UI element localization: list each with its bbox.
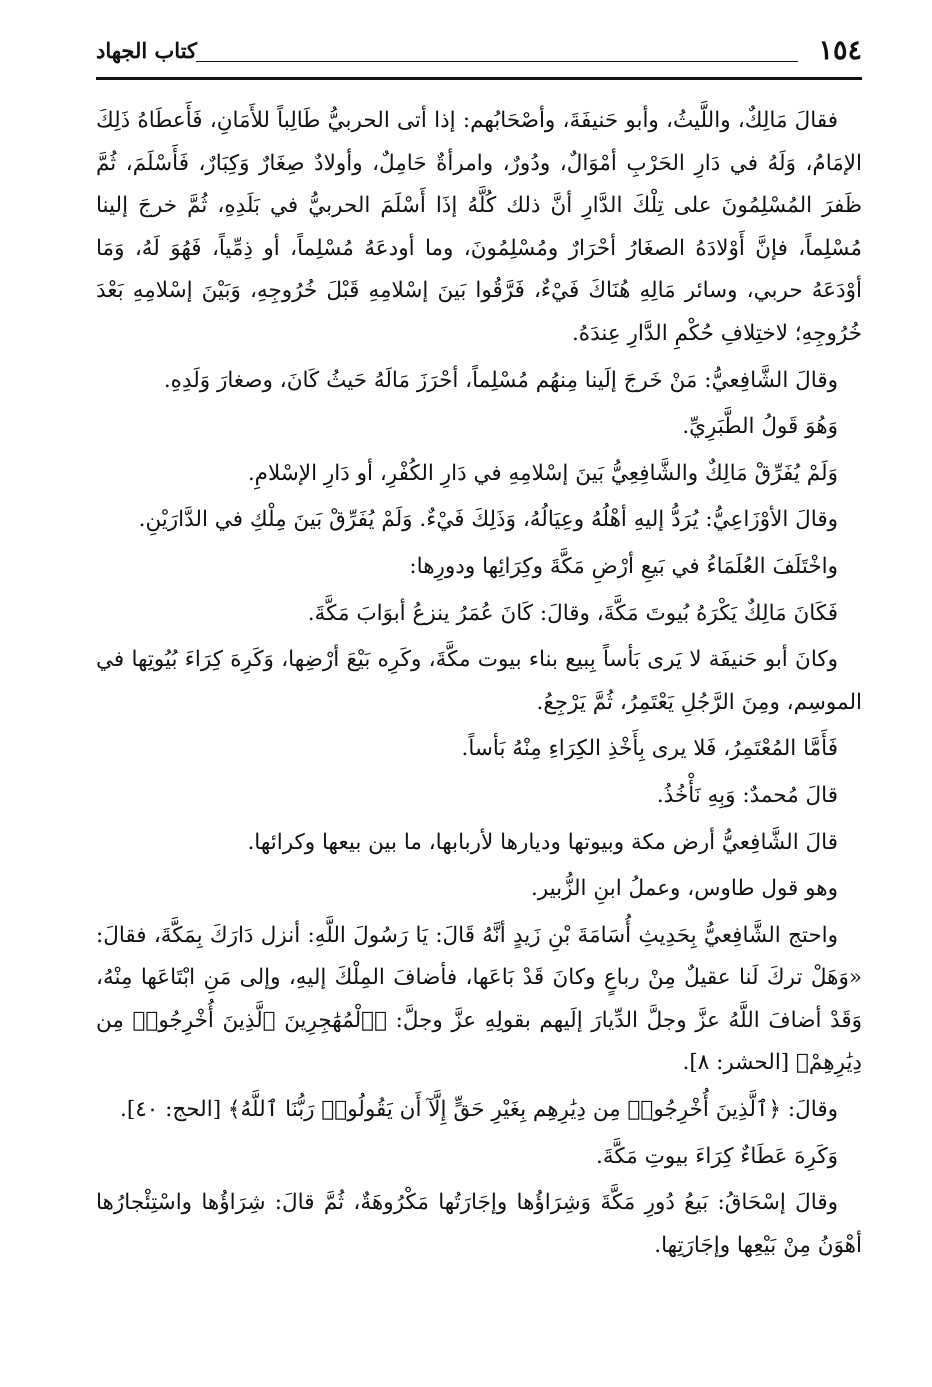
paragraph-13: واحتج الشَّافِعيُّ بِحَدِيثِ أُسَامَةَ بْنِ زَيدٍ أنَّهُ قَالَ: يَا رَسُولَ اللَّهِ: أنزل دَارَكَ بِمَكَّةَ، فقالَ: «وَهَلْ تركَ لَنا عقيلٌ مِنْ رباعٍ وكانَ قَدْ بَاعَها، فأضافَ المِلْكَ إليهِ، وإلى مَنِ ابْتَاعَها مِنْهُ، وَقَدْ أضافَ اللَّهُ عزَّ وجلَّ الدِّيارَ إلَيهم بقولِهِ عزَّ وجلَّ: ﴿ٱلْمُهَٰجِرِينَ ٱلَّذِينَ أُخْرِجُوا۟ مِن دِيَٰرِهِمْ﴾ [الحشر: ٨]. bbox=[96, 922, 862, 1076]
paragraph-15: وَكَرِهَ عَطَاءٌ كِرَاءَ بيوتِ مَكَّةَ. bbox=[596, 1143, 838, 1169]
paragraph-12: وهو قول طاوس، وعملُ ابنِ الزُّبير. bbox=[530, 876, 838, 902]
paragraph-8: وكانَ أبو حَنيفَة لا يَرى بَأساً بِبيع بناء بيوت مكَّةَ، وكَرِه بَيْعَ أرْضِها، وَكَرِهَ كِرَاءَ بُيُوتِها في الموسِم، ومِنَ الرَّجُلِ يَعْتَمِرُ، ثُمَّ يَرْجِعُ. bbox=[96, 647, 862, 715]
paragraph-1: فقالَ مَالِكٌ، واللَّيثُ، وأبو حَنيفَةَ، وأصْحَابُهم: إذا أتى الحربيُّ طَالِباً للأَمَانِ، فَأَعطَاهُ ذَلِكَ الإمَامُ، وَلَهُ في دَارِ الحَرْبِ أمْوَالٌ، ودُورٌ، وامرأةٌ حَامِلٌ، وأولادٌ صِغَارٌ وَكِبَارٌ، فَأَسْلَمَ، ثُمَّ ظَفرَ المُسْلِمُونَ على تِلْكَ الدَّارِ أنَّ ذلك كُلَّهُ إذَا أَسْلَمَ الحربيُّ في بَلَدِهِ، ثُمَّ خرجَ إلينا مُسْلِماً، فإنَّ أَوْلادَهُ الصغَارُ أحْرَارٌ ومُسْلِمُونَ، وما أودعَهُ مُسْلِماً، أو ذِمِّياً، فَهُوَ لَهُ، وَمَا أوْدَعَهُ حربي، وسائر مَالِهِ هُنَاكَ فَيْءٌ، فَرَّقُوا بَينَ إسْلامِهِ قَبْلَ خُرُوجِهِ، وَبَيْنَ إسْلامِهِ بَعْدَ خُرُوجِهِ؛ لاختِلافِ حُكْمِ الدَّارِ عِندَهُ. bbox=[96, 108, 862, 346]
paragraph-4: وَلَمْ يُفَرِّقْ مَالِكٌ والشَّافِعِيُّ بَينَ إسْلامِهِ في دَارِ الكُفْرِ، أو دَارِ الإسْلامِ. bbox=[247, 460, 838, 486]
paragraph-9: فَأَمَّا المُعْتَمِرُ، فَلا يرى بِأَخْذِ الكِرَاءِ مِنْهُ بَأساً. bbox=[461, 736, 838, 762]
header-rule bbox=[96, 77, 862, 80]
paragraph-10: قالَ مُحمدٌ: وَبِهِ نَأْخُذُ. bbox=[656, 782, 838, 808]
paragraph-6: واخْتَلَفَ العُلَمَاءُ في بَيعِ أرْضِ مَكَّةَ وكِرَائِها ودورِها: bbox=[409, 553, 838, 579]
book-title: كتاب الجهاد bbox=[96, 38, 198, 63]
paragraph-7: فَكَانَ مَالِكٌ يَكْرَهُ بُيوتَ مَكَّةَ، وقالَ: كَانَ عُمَرُ ينزعُ أبوَابَ مَكَّةَ. bbox=[307, 600, 838, 626]
text-body bbox=[96, 100, 862, 1267]
paragraph-3: وَهُوَ قَولُ الطَّبَرِيِّ. bbox=[682, 414, 838, 440]
paragraph-5: وقالَ الأوْزَاعِيُّ: يُرَدُّ إليهِ أهْلُهُ وعِيَالُهُ، وَذَلِكَ فَيْءٌ. وَلَمْ يُفَرِّقْ بَينَ مِلْكِ في الدَّارَيْنِ. bbox=[138, 507, 838, 533]
page-number: ١٥٤ bbox=[818, 35, 862, 66]
paragraph-14: وقالَ: ﴿ٱلَّذِينَ أُخْرِجُوا۟ مِن دِيَٰرِهِم بِغَيْرِ حَقٍّ إِلَّآ أَن يَقُولُوا۟ رَبُّنَا ٱللَّهُ﴾ [الحج: ٤٠]. bbox=[120, 1097, 838, 1123]
running-header bbox=[96, 34, 862, 74]
paragraph-16: وقالَ إسْحَاقُ: بَيعُ دُورِ مَكَّةَ وَشِرَاؤُها وإجَارَتُها مَكْرُوهَةٌ، ثُمَّ قالَ: شِرَاؤُها واسْتِئْجارُها أهْوَنُ مِنْ بَيْعِها وإجَارَتِها. bbox=[96, 1190, 862, 1258]
paragraph-11: قالَ الشَّافِعيُّ أرض مكة وبيوتها وديارها لأربابها، ما بين بيعها وكرائها. bbox=[247, 829, 838, 855]
paragraph-2: وقالَ الشَّافِعيُّ: مَنْ خَرجَ إلَينا مِنهُم مُسْلِماً، أحْرَزَ مَالَهُ حَيثُ كَانَ، وصغارَ وَلَدِهِ. bbox=[163, 367, 838, 393]
header-dash-rule bbox=[196, 61, 798, 62]
